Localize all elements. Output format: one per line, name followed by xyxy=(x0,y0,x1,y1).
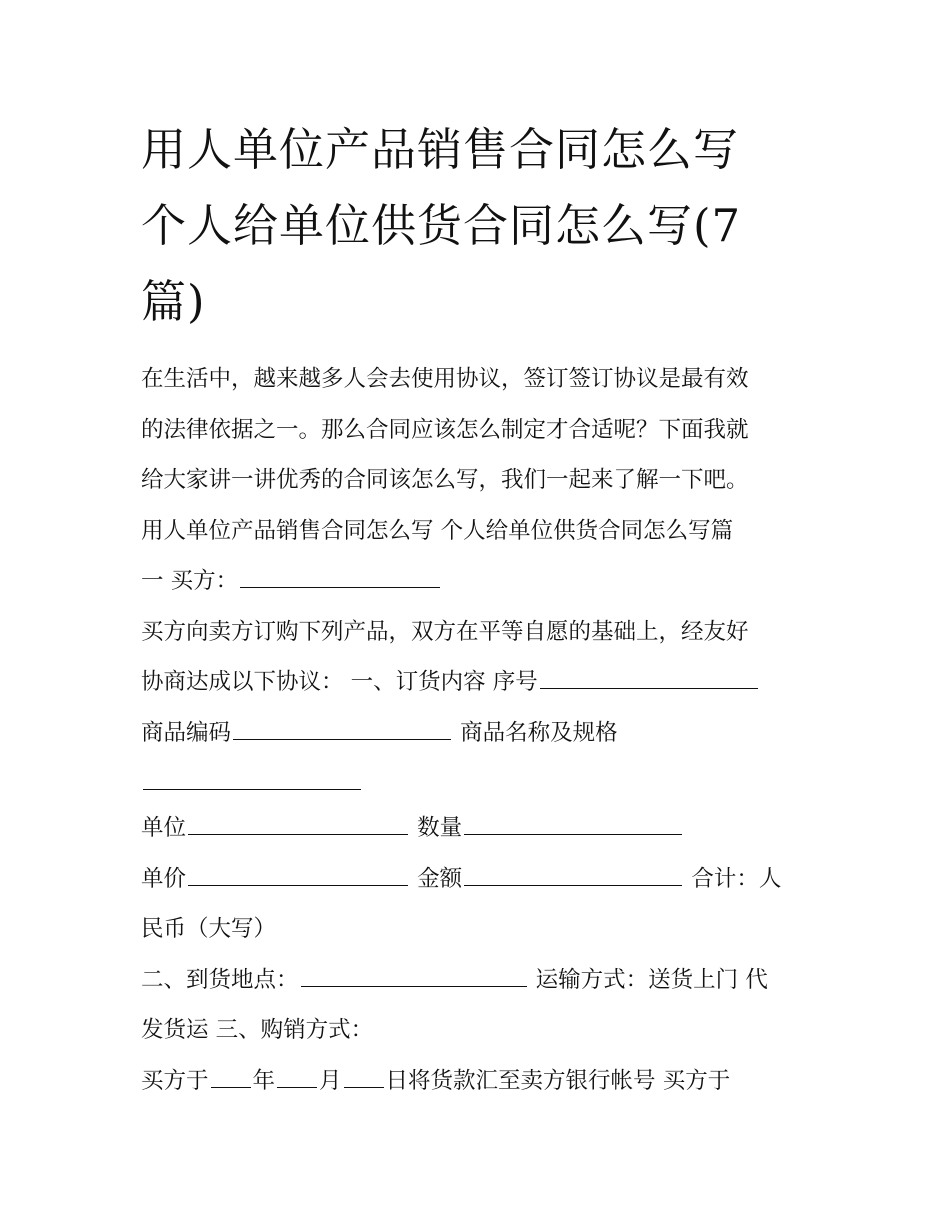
year-label: 年 xyxy=(252,1067,276,1094)
shipping-line: 发货运 三、购销方式： xyxy=(141,1017,374,1043)
day-blank xyxy=(344,1069,384,1088)
title-line-3: 篇) xyxy=(141,275,206,328)
title-line-2: 个人给单位供货合同怎么写(7 xyxy=(141,199,742,252)
unit-label: 单位 xyxy=(141,815,187,841)
serial-number-blank xyxy=(540,670,758,689)
document-body xyxy=(141,354,821,1106)
intro-line-2: 的法律依据之一。那么合同应该怎么制定才合适呢？下面我就 xyxy=(141,416,749,443)
day-suffix: 日将货款汇至卖方银行帐号 买方于 xyxy=(385,1067,731,1094)
quantity-label: 数量 xyxy=(410,815,463,841)
unit-quantity-line xyxy=(141,803,821,854)
intro-line-1: 在生活中，越来越多人会去使用协议，签订签订协议是最有效 xyxy=(141,366,749,392)
quantity-blank xyxy=(464,816,682,835)
delivery-label: 二、到货地点： xyxy=(141,966,299,993)
unit-blank xyxy=(188,816,408,835)
amount-label: 金额 xyxy=(410,865,463,892)
product-name-blank-line xyxy=(141,758,821,803)
delivery-line xyxy=(141,955,821,1006)
payment-line xyxy=(141,1056,821,1107)
product-name-label: 商品名称及规格 xyxy=(453,719,618,746)
intro-line-3: 给大家讲一讲优秀的合同该怎么写，我们一起来了解一下吧。 xyxy=(141,467,749,493)
buyer-blank xyxy=(240,569,440,588)
product-name-blank xyxy=(143,771,361,790)
rmb-line: 民币（大写） xyxy=(141,916,277,942)
product-code-line xyxy=(141,708,821,759)
document-title xyxy=(141,112,821,340)
total-label: 合计：人 xyxy=(684,865,782,892)
amount-blank xyxy=(464,867,682,886)
month-blank xyxy=(277,1069,317,1088)
agreement-prefix: 协商达成以下协议： 一、订货内容 序号 xyxy=(141,669,538,695)
delivery-blank xyxy=(301,968,527,987)
transport-label: 运输方式：送货上门 代 xyxy=(528,966,768,993)
year-blank xyxy=(211,1069,251,1088)
month-label: 月 xyxy=(319,1067,342,1094)
payment-prefix: 买方于 xyxy=(141,1067,209,1094)
title-line-1: 用人单位产品销售合同怎么写 xyxy=(141,123,740,176)
price-label: 单价 xyxy=(141,865,187,892)
product-code-label: 商品编码 xyxy=(141,719,232,746)
product-code-blank xyxy=(233,721,451,740)
price-blank xyxy=(188,867,408,886)
purchase-line-1: 买方向卖方订购下列产品，双方在平等自愿的基础上，经友好 xyxy=(141,618,749,645)
buyer-label: 一 买方： xyxy=(141,568,239,594)
intro-line-4: 用人单位产品销售合同怎么写 个人给单位供货合同怎么写篇 xyxy=(141,517,734,544)
price-amount-line xyxy=(141,854,821,905)
document-page xyxy=(141,112,821,1106)
agreement-line xyxy=(141,657,821,708)
buyer-line xyxy=(141,556,821,607)
